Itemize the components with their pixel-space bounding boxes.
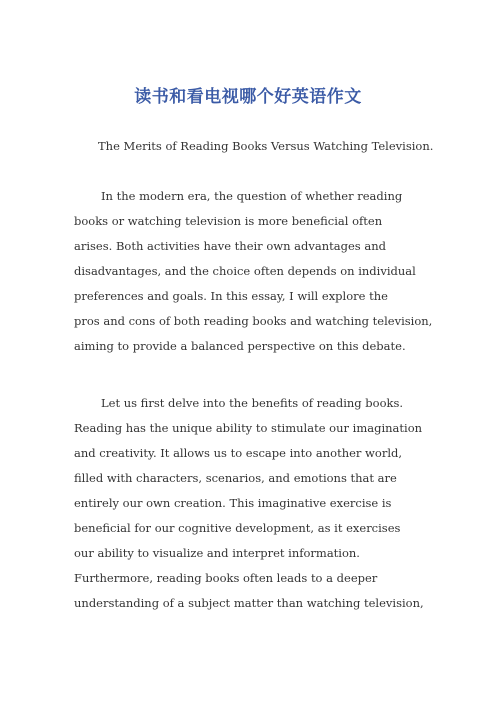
- document-title: 读书和看电视哪个好英语作文: [134, 87, 362, 107]
- paragraph2-line: our ability to visualize and interpret information.: [74, 546, 360, 560]
- paragraph2-line: understanding of a subject matter than watching television,: [74, 596, 424, 610]
- paragraph2-line: and creativity. It allows us to escape into another world,: [74, 446, 403, 460]
- paragraph1-line: In the modern era, the question of whether reading: [101, 189, 403, 203]
- paragraph1-line: arises. Both activities have their own advantages and: [74, 239, 386, 253]
- paragraph2-line: Let us first delve into the benefits of reading books.: [101, 396, 404, 410]
- paragraph2-line: Reading has the unique ability to stimulate our imagination: [74, 421, 423, 435]
- paragraph1-line: preferences and goals. In this essay, I will explore the: [74, 289, 388, 303]
- paragraph1-line: disadvantages, and the choice often depends on individual: [74, 264, 416, 278]
- paragraph1-line: aiming to provide a balanced perspective on this debate.: [74, 339, 406, 353]
- paragraph1-line: books or watching television is more beneficial often: [74, 214, 383, 228]
- paragraph2-line: filled with characters, scenarios, and emotions that are: [74, 471, 397, 485]
- paragraph2-line: Furthermore, reading books often leads to a deeper: [74, 571, 378, 585]
- paragraph2-line: entirely our own creation. This imaginative exercise is: [74, 496, 392, 510]
- paragraph1-line: pros and cons of both reading books and watching television,: [74, 314, 433, 328]
- document-subtitle: The Merits of Reading Books Versus Watching Television.: [98, 139, 434, 153]
- paragraph2-line: beneficial for our cognitive development, as it exercises: [74, 521, 401, 535]
